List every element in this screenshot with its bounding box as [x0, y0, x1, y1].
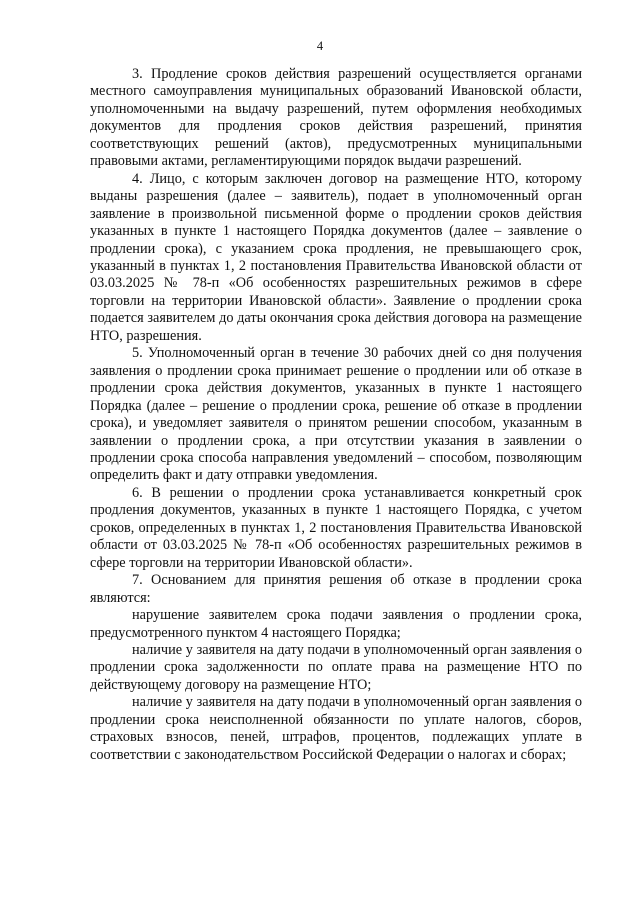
paragraph-4: 4. Лицо, с которым заключен договор на размещение НТО, которому выданы разрешения (далее – заявитель), подает в уполномоченный орган заявление в произвольной письменной форме о продлении сроков действия указанных в пункте 1 настоящего Порядка документов (далее – заявление о продлении срока), с указанием срока продления, не превышающего срок, указанный в пунктах 1, 2 постановления Правительства Ивановской области от 03.03.2025 № 78-п «Об особенностях разрешительных режимов в сфере торговли на территории Ивановской области». Заявление о продлении срока подается заявителем до даты окончания срока действия договора на размещение НТО, разрешения.	[90, 170, 582, 344]
refusal-ground-3: наличие у заявителя на дату подачи в уполномоченный орган заявления о продлении срока неисполненной обязанности по уплате налогов, сборов, страховых взносов, пеней, штрафов, процентов, подлежащих уплате в соответствии с законодательством Российской Федерации о налогах и сборах;	[90, 694, 582, 763]
paragraph-5: 5. Уполномоченный орган в течение 30 рабочих дней со дня получения заявления о продлении срока принимает решение о продлении или об отказе в продлении срока действия документов, указанных в пункте 1 настоящего Порядка (далее – решение о продлении срока, решение об отказе в продлении срока), и уведомляет заявителя о принятом решении способом, указанным в заявлении о продлении срока, а при отсутствии указания в заявлении о продлении срока способа направления уведомлений – способом, позволяющим определить факт и дату отправки уведомления.	[90, 345, 582, 484]
refusal-ground-2: наличие у заявителя на дату подачи в уполномоченный орган заявления о продлении срока задолженности по оплате права на размещение НТО по действующему договору на размещение НТО;	[90, 641, 582, 693]
paragraph-3: 3. Продление сроков действия разрешений осуществляется органами местного самоуправления муниципальных образований Ивановской области, уполномоченными на выдачу разрешений, путем оформления необходимых документов для продления сроков действия разрешений, принятия соответствующих решений (актов), предусмотренных муниципальными правовыми актами, регламентирующими порядок выдачи разрешений.	[90, 66, 582, 170]
page-number: 4	[316, 39, 324, 53]
paragraph-6: 6. В решении о продлении срока устанавливается конкретный срок продления документов, указанных в пункте 1 настоящего Порядка, с учетом сроков, определенных в пунктах 1, 2 постановления Правительства Ивановской области от 03.03.2025 № 78-п «Об особенностях разрешительных режимов в сфере торговли на территории Ивановской области».	[90, 484, 582, 571]
refusal-ground-1: нарушение заявителем срока подачи заявления о продлении срока, предусмотренного пунктом 4 настоящего Порядка;	[90, 607, 582, 641]
document-body	[90, 66, 582, 764]
paragraph-7: 7. Основанием для принятия решения об отказе в продлении срока являются:	[90, 572, 582, 606]
